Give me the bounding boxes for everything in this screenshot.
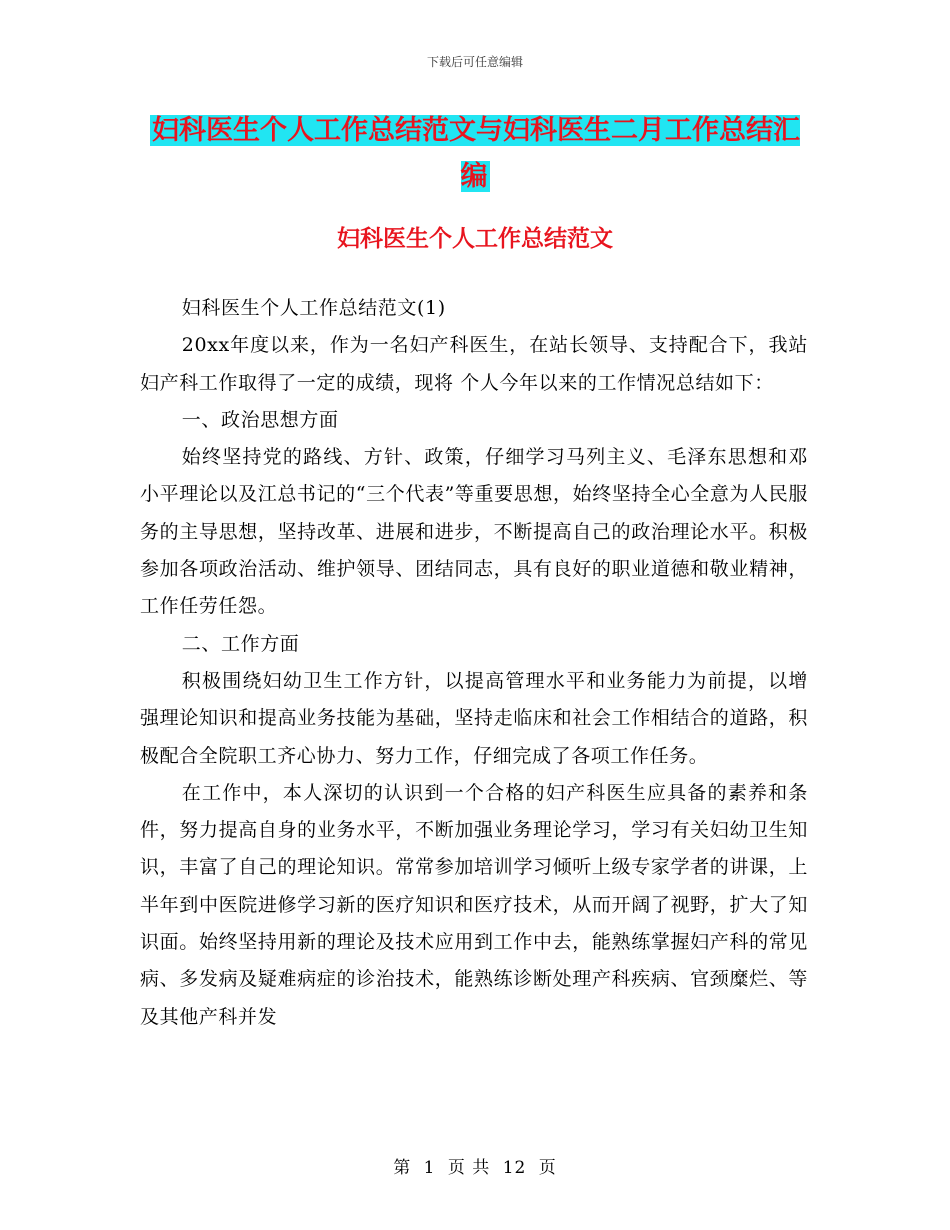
paragraph: 在工作中，本人深切的认识到一个合格的妇产科医生应具备的素养和条件，努力提高自身的业务水平，不断加强业务理论学习，学习有关妇幼卫生知识，丰富了自己的理论知识。常常参加培训学习倾听上级专家学者的讲课，上半年到中医院进修学习新的医疗知识和医疗技术，从而开阔了视野，扩大了知识面。始终坚持用新的理论及技术应用到工作中去，能熟练掌握妇产科的常见病、多发病及疑难病症的诊治技术，能熟练诊断处理产科疾病、官颈糜烂、等及其他产科并发 bbox=[140, 781, 808, 1028]
paragraph: 始终坚持党的路线、方针、政策，仔细学习马列主义、毛泽东思想和邓小平理论以及江总书记的“三个代表”等重要思想，始终坚持全心全意为人民服务的主导思想，坚持改革、进展和进步，不断提高自己的政治理论水平。积极参加各项政治活动、维护领导、团结同志，具有良好的职业道德和敬业精神，工作任劳任怨。 bbox=[140, 446, 808, 618]
document-title-text: 妇科医生个人工作总结范文与妇科医生二月工作总结汇编 bbox=[152, 115, 800, 192]
paragraph: 积极围绕妇幼卫生工作方针，以提高管理水平和业务能力为前提，以增强理论知识和提高业务技能为基础，坚持走临床和社会工作相结合的道路，积极配合全院职工齐心协力、努力工作，仔细完成了各项工作任务。 bbox=[140, 669, 808, 767]
footer-suffix: 页 bbox=[538, 1158, 557, 1178]
paragraph: 20xx年度以来，作为一名妇产科医生，在站长领导、支持配合下，我站妇产科工作取得了一定的成绩，现将 个人今年以来的工作情况总结如下： bbox=[140, 334, 808, 394]
header-note: 下载后可任意编辑 bbox=[426, 55, 523, 69]
paragraph: 一、政治思想方面 bbox=[181, 408, 339, 431]
footer-page-number: 1 bbox=[423, 1158, 436, 1178]
footer-total-pages: 12 bbox=[502, 1158, 527, 1178]
page-footer bbox=[0, 1153, 950, 1178]
section-title: 妇科医生个人工作总结范文 bbox=[337, 226, 613, 252]
paragraph: 妇科医生个人工作总结范文(1) bbox=[181, 297, 446, 319]
footer-mid: 页 共 bbox=[447, 1158, 491, 1178]
paragraph: 二、工作方面 bbox=[181, 632, 300, 655]
body-text bbox=[140, 290, 808, 1036]
document-title bbox=[140, 108, 810, 200]
footer-prefix: 第 bbox=[393, 1158, 412, 1178]
